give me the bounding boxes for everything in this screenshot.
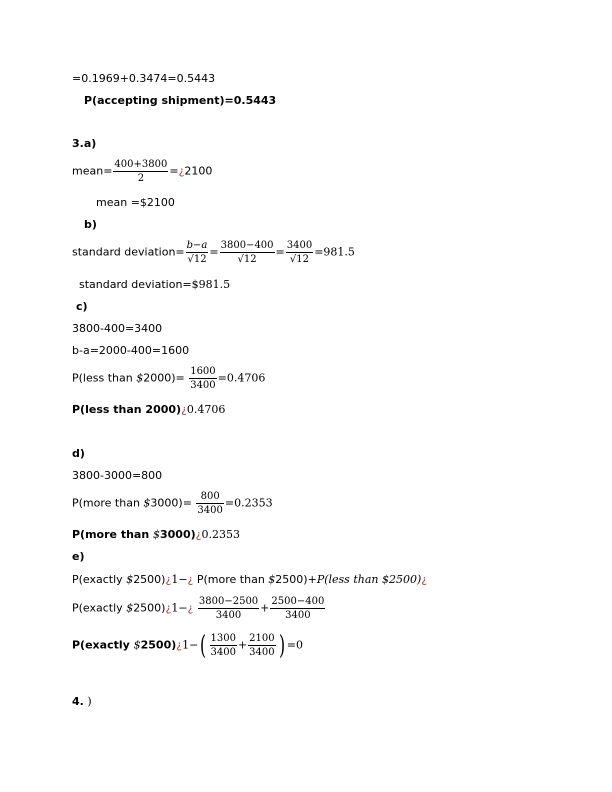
- e3-mark-1: ¿: [176, 638, 183, 652]
- e3-fraction-1: [210, 632, 237, 659]
- e3-fraction-2: [248, 632, 275, 659]
- e1-dollar: $: [126, 573, 134, 586]
- d-numerator: 800: [196, 490, 223, 504]
- e2-amount: 2500): [133, 601, 166, 615]
- e2-numerator-2: 2500−400: [271, 596, 325, 607]
- e3-left-paren: (: [200, 630, 207, 661]
- c-prob-label: P(less than: [72, 371, 137, 385]
- mean-value: 2100: [184, 164, 213, 178]
- sd-numerator-3: 3400: [286, 240, 313, 251]
- e3-amount: 2500): [140, 638, 177, 652]
- heading-4: [72, 695, 92, 708]
- e1-one-minus: 1−: [171, 573, 188, 586]
- e3-numerator-1: 1300: [210, 633, 236, 644]
- e2-mark-1: ¿: [165, 601, 172, 615]
- sd-label: standard deviation=: [72, 245, 185, 259]
- e2-numerator-1: 3800−2500: [198, 596, 259, 607]
- q4-paren: ): [87, 695, 92, 708]
- heading-3c: c): [76, 300, 88, 313]
- sd-fraction-2: [220, 239, 275, 266]
- line-sum: =0.1969+0.3474=0.5443: [72, 72, 216, 85]
- e3-right-paren: ): [278, 630, 285, 661]
- sd-numerator-2: 3800−400: [220, 240, 274, 251]
- e-line-2: [72, 595, 326, 622]
- mean-denominator: 2: [137, 173, 145, 184]
- mean-equation: [72, 158, 212, 185]
- d-prob-label: P(more than: [72, 496, 144, 510]
- d-fraction: [196, 490, 223, 517]
- c-result: =0.4706: [217, 371, 266, 385]
- e1-less-than: P(less than $2500): [316, 573, 422, 586]
- d-denominator: 3400: [197, 505, 223, 516]
- sd-numerator-1: b−a: [186, 240, 208, 251]
- d-answer: [72, 528, 240, 541]
- e1-more-than: P(more than: [193, 573, 269, 586]
- sd-denominator-3: √12: [289, 254, 310, 265]
- e2-label: P(exactly: [72, 601, 127, 615]
- d-dollar: $: [143, 496, 151, 510]
- sd-equation: [72, 239, 355, 266]
- c-line-2: b-a=2000-400=1600: [72, 344, 190, 357]
- e3-numerator-2: 2100: [249, 633, 275, 644]
- e2-denominator-2: 3400: [285, 610, 311, 621]
- e2-plus: +: [260, 601, 270, 615]
- sd-equals-1: =: [209, 245, 219, 259]
- q4-number: 4.: [72, 695, 84, 708]
- d-result: =0.2353: [224, 496, 273, 510]
- c-denominator: 3400: [190, 380, 216, 391]
- mean-mark: ¿: [178, 164, 185, 178]
- e2-fraction-1: [198, 595, 259, 622]
- e1-mark-3: ¿: [421, 573, 428, 586]
- e3-plus: +: [237, 638, 248, 652]
- line-accepting-shipment: P(accepting shipment)=0.5443: [84, 94, 277, 107]
- heading-3d: d): [72, 447, 85, 460]
- c-answer: [72, 403, 225, 416]
- sd-fraction-3: [286, 239, 313, 266]
- d-answer-mark: ¿: [195, 528, 202, 541]
- e2-mark-2: ¿: [187, 601, 194, 615]
- e2-dollar: $: [126, 601, 134, 615]
- sd-equals-2: =: [275, 245, 285, 259]
- d-answer-dollar: $: [153, 528, 160, 541]
- e1-amount-2: 2500)+: [275, 573, 317, 586]
- e3-one-minus: 1−: [182, 638, 199, 652]
- sd-denominator-2: √12: [237, 254, 257, 265]
- c-fraction: [189, 365, 216, 392]
- c-answer-value: 0.4706: [186, 403, 226, 416]
- heading-3a: 3.a): [72, 137, 97, 150]
- d-amount: 3000)=: [150, 496, 196, 510]
- c-probability-equation: [72, 365, 265, 392]
- sd-denominator-1: √12: [187, 254, 207, 265]
- e3-denominator-1: 3400: [210, 647, 236, 658]
- e3-denominator-2: 3400: [249, 647, 275, 658]
- mean-label: mean=: [72, 164, 113, 178]
- heading-3b: b): [84, 218, 97, 231]
- c-dollar: $: [136, 371, 144, 385]
- mean-equals: =: [169, 164, 179, 178]
- e3-dollar: $: [133, 638, 141, 652]
- d-probability-equation: [72, 490, 273, 517]
- c-amount: 2000)=: [143, 371, 189, 385]
- c-answer-label: P(less than 2000): [72, 403, 182, 416]
- e1-mark-1: ¿: [165, 573, 172, 586]
- d-answer-label: P(more than: [72, 528, 153, 541]
- c-line-1: 3800-400=3400: [72, 322, 163, 335]
- e-line-1: [72, 573, 427, 586]
- heading-3e: e): [72, 550, 85, 563]
- e2-fraction-2: [270, 595, 325, 622]
- d-answer-value: 0.2353: [201, 528, 240, 541]
- e3-result: =0: [286, 638, 303, 652]
- d-line-1: 3800-3000=800: [72, 469, 163, 482]
- e-line-3: [72, 632, 303, 659]
- sd-result-value: =981.5: [314, 245, 355, 259]
- e1-mark-2: ¿: [187, 573, 194, 586]
- c-numerator: 1600: [190, 366, 216, 377]
- e1-amount: 2500): [133, 573, 166, 586]
- d-answer-amount: 3000): [160, 528, 196, 541]
- sd-result: [79, 278, 230, 291]
- mean-fraction: [113, 158, 168, 185]
- c-answer-mark: ¿: [181, 403, 187, 416]
- e2-one-minus: 1−: [171, 601, 188, 615]
- e1-dollar-2: $: [268, 573, 276, 586]
- e3-label: P(exactly: [72, 638, 134, 652]
- sd-fraction-1: [186, 239, 209, 266]
- sd-result-label: standard deviation=: [79, 278, 192, 291]
- sd-result-amount: $981.5: [191, 278, 231, 291]
- mean-result: mean =$2100: [96, 196, 175, 209]
- mean-numerator: 400+3800: [114, 159, 168, 170]
- e1-label: P(exactly: [72, 573, 127, 586]
- e2-denominator-1: 3400: [215, 610, 242, 621]
